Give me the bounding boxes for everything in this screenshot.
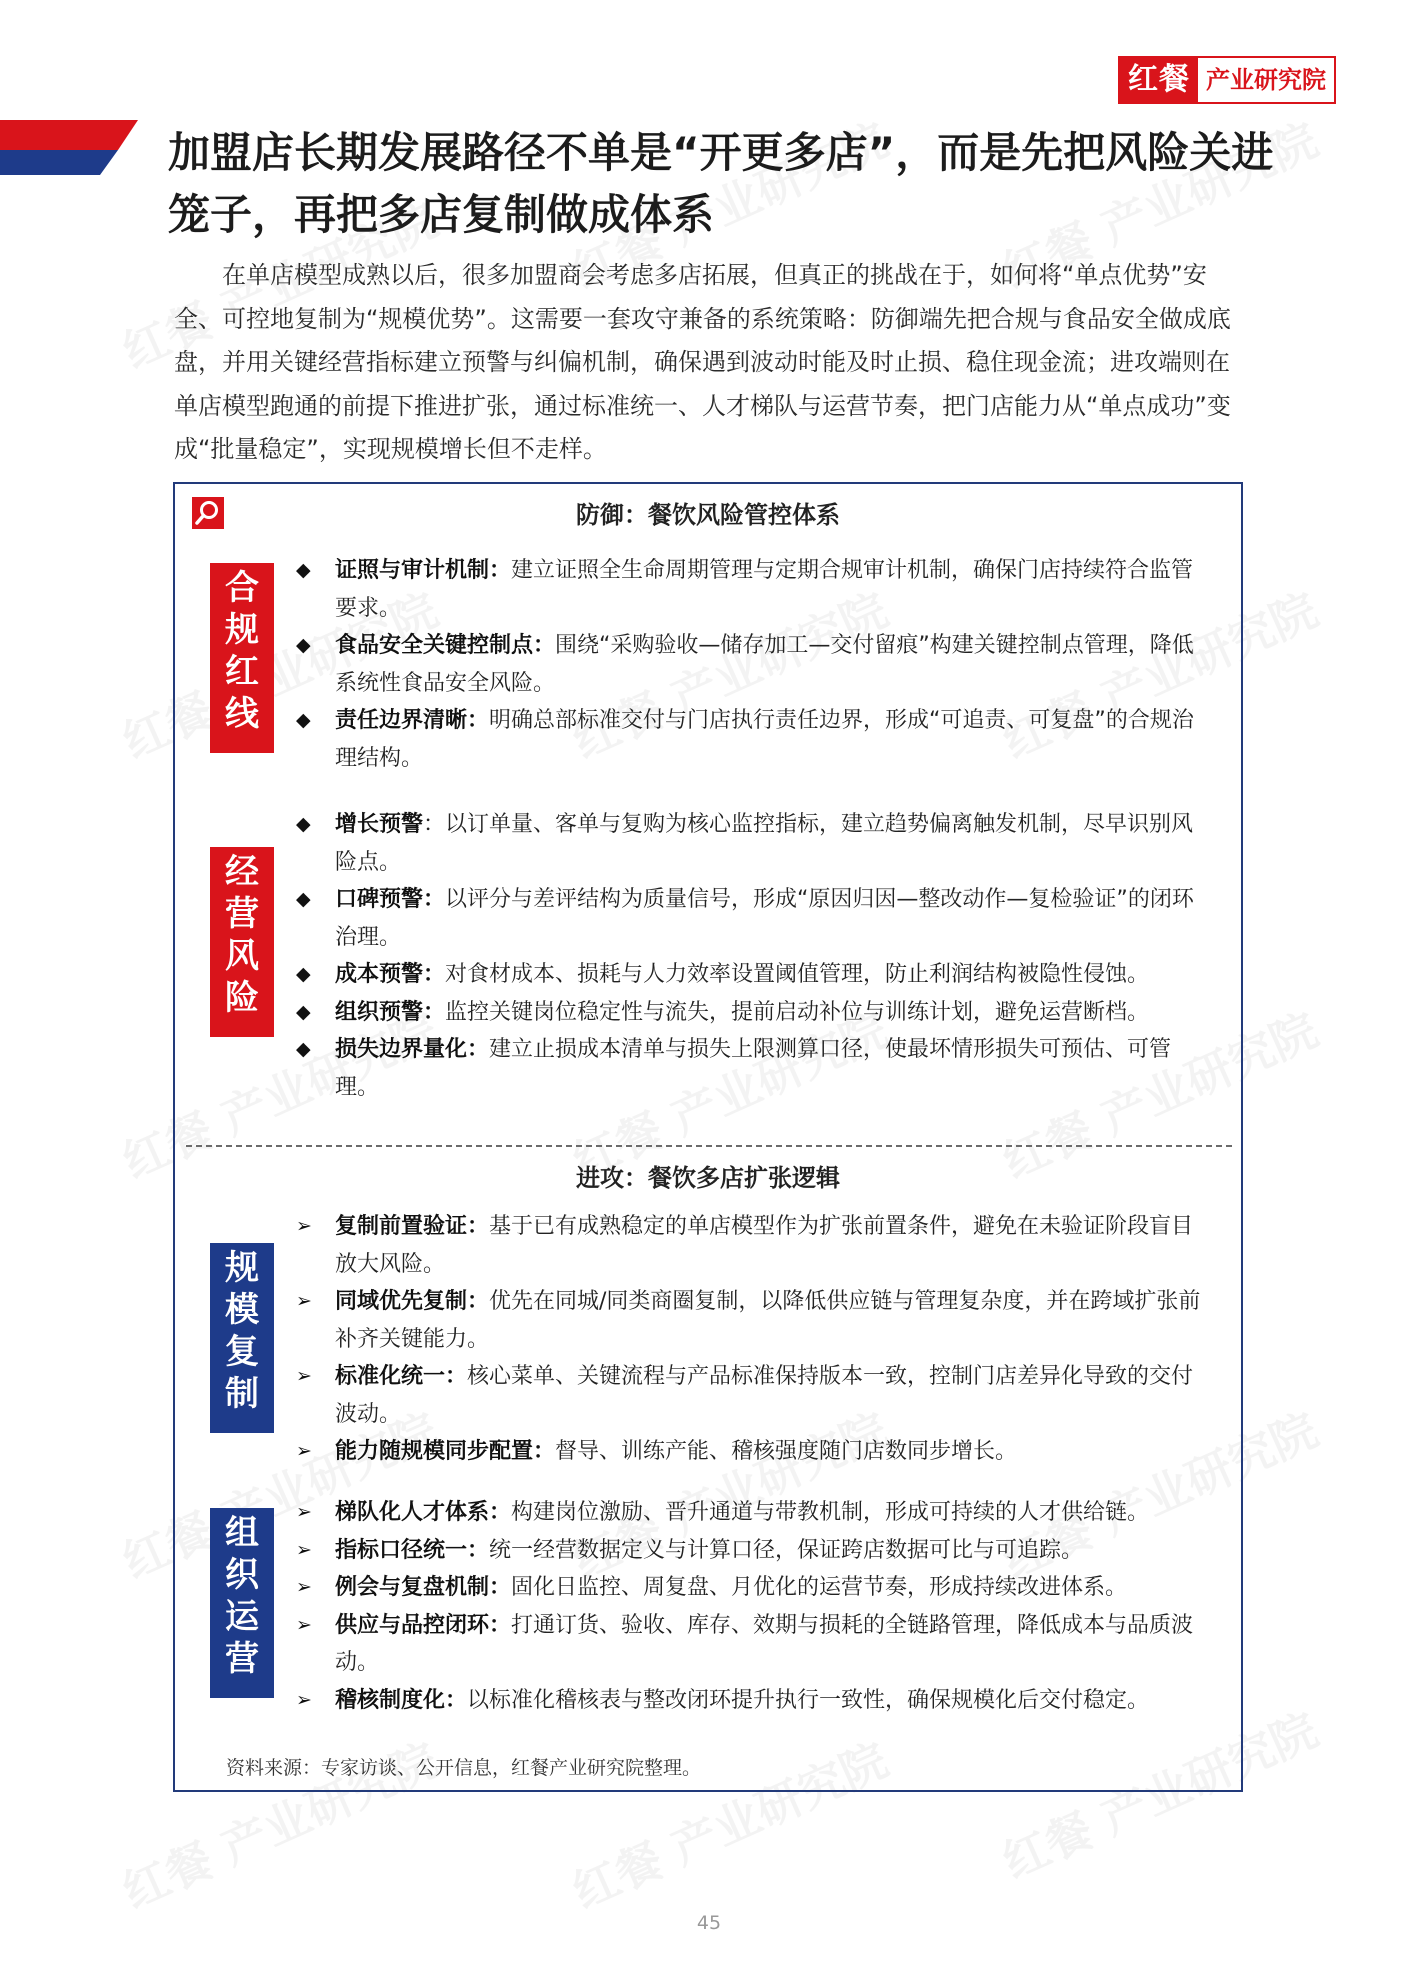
list-item: ➢ 稽核制度化：以标准化稽核表与整改闭环提升执行一致性，确保规模化后交付稳定。: [296, 1687, 1150, 1713]
label-org-operations: 组 织 运 营: [210, 1508, 274, 1698]
intro-paragraph: 在单店模型成熟以后，很多加盟商会考虑多店拓展，但真正的挑战在于，如何将“单点优势”安全、可控地复制为“规模优势”。这需要一套攻守兼备的系统策略：防御端先把合规与食品安全做成底盘，并用关键经营指标建立预警与纠偏机制，确保遇到波动时能及时止损、稳住现金流；进攻端则在单店模型跑通的前提下推进扩张，通过标准统一、人才梯队与运营节奏，把门店能力从“单点成功”变成“批量稳定”，实现规模增长但不走样。: [174, 261, 1231, 463]
list-item: ◆ 食品安全关键控制点：围绕“采购验收—储存加工—交付留痕”构建关键控制点管理，降低系统性食品安全风险。: [296, 633, 1194, 696]
list-item: ➢ 供应与品控闭环：打通订货、验收、库存、效期与损耗的全链路管理，降低成本与品质波动。: [296, 1612, 1194, 1675]
list-item: ◆ 损失边界量化：建立止损成本清单与损失上限测算口径，使最坏情形损失可预估、可管理。: [296, 1037, 1172, 1100]
page-number: 45: [696, 1912, 722, 1934]
list-item: ➢ 例会与复盘机制：固化日监控、周复盘、月优化的运营节奏，形成持续改进体系。: [296, 1575, 1128, 1600]
label-compliance-redline: 合 规 红 线: [210, 563, 274, 753]
label-scale-replication: 规 模 复 制: [210, 1243, 274, 1433]
org-operations-list: [290, 1494, 1210, 1719]
list-item: ◆ 成本预警：对食材成本、损耗与人力效率设置阈值管理，防止利润结构被隐性侵蚀。: [296, 962, 1150, 987]
list-item: ➢ 能力随规模同步配置：督导、训练产能、稽核强度随门店数同步增长。: [296, 1439, 1018, 1464]
label-operating-risk: 经 营 风 险: [210, 847, 274, 1037]
list-item: ➢ 标准化统一：核心菜单、关键流程与产品标准保持版本一致，控制门店差异化导致的交付波动。: [296, 1364, 1194, 1427]
list-item: ➢ 同域优先复制：优先在同城/同类商圈复制，以降低供应链与管理复杂度，并在跨域扩张前补齐关键能力。: [296, 1289, 1201, 1352]
list-item: ◆ 证照与审计机制：建立证照全生命周期管理与定期合规审计机制，确保门店持续符合监管要求。: [296, 558, 1194, 621]
logo-mark: 红餐: [1120, 58, 1198, 102]
logo-text: 产业研究院: [1198, 58, 1334, 102]
operating-risk-list: [290, 806, 1210, 1106]
list-item: ◆ 组织预警：监控关键岗位稳定性与流失，提前启动补位与训练计划，避免运营断档。: [296, 999, 1150, 1025]
defense-title: 防御：餐饮风险管控体系: [576, 501, 840, 529]
offense-title: 进攻：餐饮多店扩张逻辑: [576, 1164, 840, 1192]
compliance-list: [290, 552, 1210, 777]
source-note: 资料来源：专家访谈、公开信息，红餐产业研究院整理。: [226, 1757, 702, 1779]
brand-logo: [1118, 56, 1336, 104]
list-item: ◆ 责任边界清晰：明确总部标准交付与门店执行责任边界，形成“可追责、可复盘”的合规治理结构。: [296, 708, 1194, 771]
list-item: ◆ 增长预警：以订单量、客单与复购为核心监控指标，建立趋势偏离触发机制，尽早识别风险点。: [296, 812, 1194, 875]
list-item: ➢ 梯队化人才体系：构建岗位激励、晋升通道与带教机制，形成可持续的人才供给链。: [296, 1500, 1150, 1525]
scale-replication-list: [290, 1208, 1210, 1471]
list-item: ◆ 口碑预警：以评分与差评结构为质量信号，形成“原因归因—整改动作—复检验证”的闭环治理。: [296, 887, 1194, 950]
list-item: ➢ 指标口径统一：统一经营数据定义与计算口径，保证跨店数据可比与可追踪。: [296, 1537, 1084, 1563]
page-title: 加盟店长期发展路径不单是“开更多店”，而是先把风险关进笼子，再把多店复制做成体系: [168, 128, 1274, 239]
list-item: ➢ 复制前置验证：基于已有成熟稳定的单店模型作为扩张前置条件，避免在未验证阶段盲目放大风险。: [296, 1214, 1194, 1277]
section-divider: [186, 1145, 1232, 1147]
